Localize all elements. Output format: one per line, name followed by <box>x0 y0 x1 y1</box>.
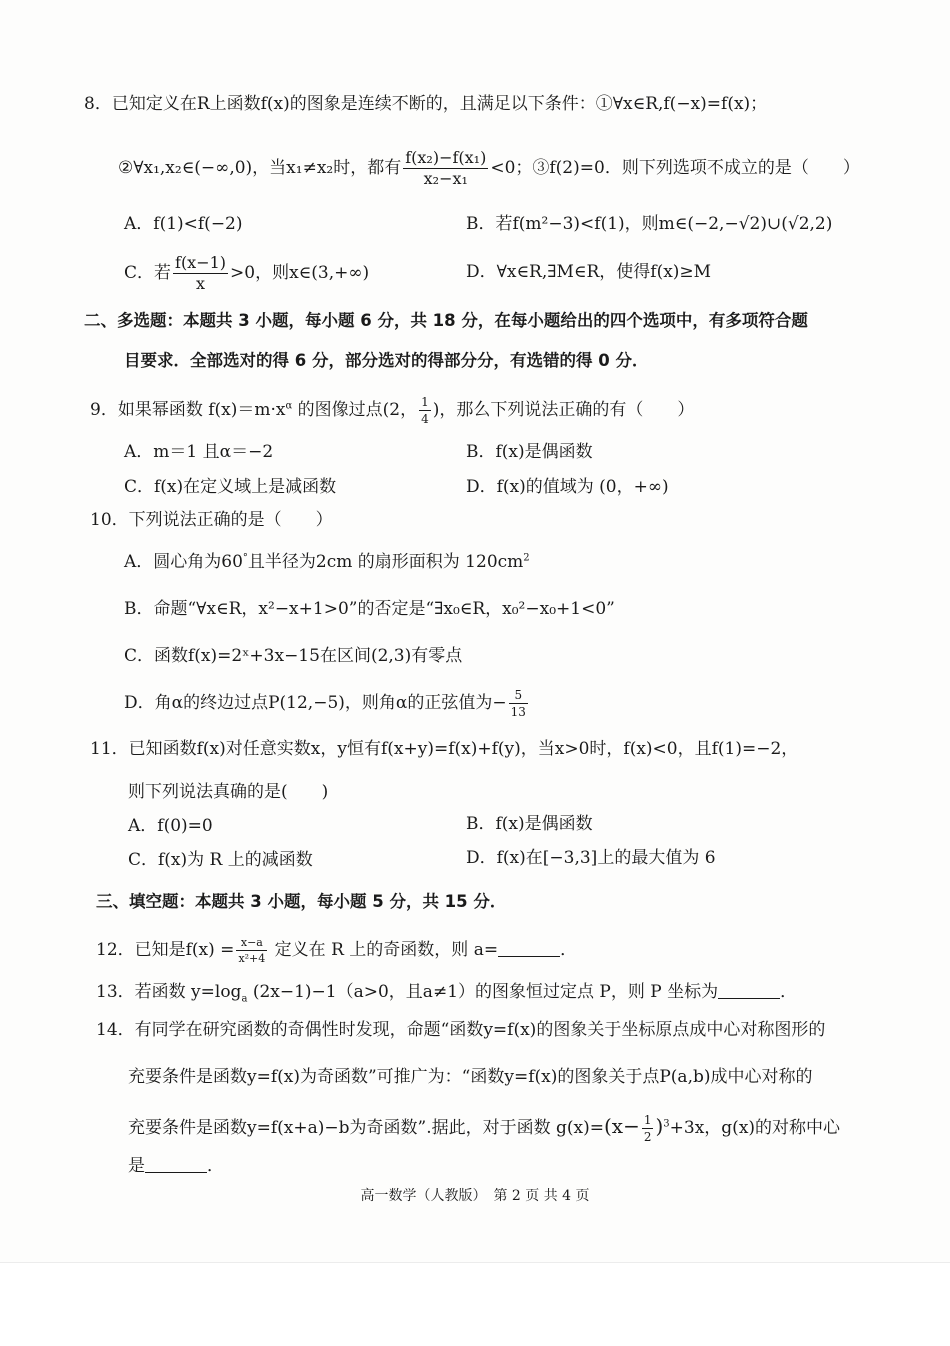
q10-option-d: D．角α的终边过点P(12,−5)，则角α的正弦值为− $\frac{5}{13}$ <box>124 688 526 719</box>
q10-option-b: B．命题“∀x∈R，x²−x+1>0”的否定是“∃x₀∈R，x₀²−x₀+1<0” <box>124 599 615 619</box>
q11-option-a: A．f(0)=0 <box>128 816 213 836</box>
q8-option-d: D．∀x∈R,∃M∈R，使得f(x)≥M <box>466 262 712 282</box>
q9-stem: 9．如果幂函数 $f(x)=m\cdot x^\alpha$ 的图像过点(2， $\frac{1}{4}$ )，那么下列说法正确的有（ ） <box>90 395 695 426</box>
q14-stem-line4: 是 ． <box>128 1156 224 1176</box>
q14-fraction: $\frac{1}{2}$ <box>643 1113 652 1144</box>
q12-fraction: $\frac{x-a}{\text{x²+4}}$ <box>238 936 266 965</box>
page-bottom-margin <box>0 1262 950 1346</box>
q11-stem-line2: 则下列说法真确的是( ) <box>128 782 329 802</box>
q10-option-c: C．函数f(x)=2ˣ+3x−15在区间(2,3)有零点 <box>124 646 463 666</box>
q11-option-d: D．f(x)在[−3,3]上的最大值为 6 <box>466 848 716 868</box>
q14-stem-line2: 充要条件是函数y=f(x)为奇函数”可推广为：“函数y=f(x)的图象关于点P(a,b)成中心对称的 <box>128 1067 813 1087</box>
q8-option-a: A．f(1)<f(−2) <box>124 214 243 234</box>
q9-option-a: A．m＝1 且α＝−2 <box>124 442 274 462</box>
q9-option-c: C．f(x)在定义域上是减函数 <box>124 477 337 497</box>
q8-option-c: C．若 $\frac{f(x-1)}{x}$ >0，则x∈(3,+∞) <box>124 253 370 293</box>
q8-option-c-fraction: $\frac{f(x-1)}{x}$ <box>175 253 227 293</box>
q10-option-a: A．圆心角为60°且半径为2cm 的扇形面积为 $120cm^2$ <box>124 552 530 572</box>
q8-fraction: $\frac{\text{f(x₂)−f(x₁)}}{\text{x₂−x₁}}$ <box>405 148 487 188</box>
section2-heading-line2: 目要求．全部选对的得 6 分，部分选对的得部分分，有选错的得 0 分． <box>124 351 649 370</box>
q9-option-d: D．f(x)的值域为 (0，+∞) <box>466 477 669 497</box>
q14-stem-line3: 充要条件是函数y=f(x+a)−b为奇函数”.据此，对于函数 g(x)=(x− $\frac{1}{2}$ )$^3$+3x，g(x)的对称中心 <box>128 1113 841 1144</box>
q10-option-d-fraction: $\frac{5}{13}$ <box>510 688 526 719</box>
q13-stem: 13．若函数 $y=\log_a$ (2x−1)−1（a>0，且a≠1）的图象恒过定点 P，则 P 坐标为 ． <box>96 982 798 1005</box>
q11-option-c: C．f(x)为 R 上的减函数 <box>128 850 313 870</box>
section3-heading: 三、填空题：本题共 3 小题，每小题 5 分，共 15 分． <box>96 892 507 911</box>
q8-option-b: B．若f(m²−3)<f(1)，则m∈(−2,−√2)∪(√2,2) <box>466 214 833 234</box>
q8-stem-line2: ②∀x₁,x₂∈(−∞,0)，当x₁≠x₂时，都有 $\frac{\text{f(x₂)−f(x₁)}}{\text{x₂−x₁}}$ <0；③f(2)=0．则下列选项不成立的是（ ） <box>118 148 860 188</box>
q12-answer-blank[interactable] <box>498 940 560 957</box>
q9-fraction: $\frac{1}{4}$ <box>421 395 429 426</box>
q10-stem: 10．下列说法正确的是（ ） <box>90 510 333 530</box>
q11-option-b: B．f(x)是偶函数 <box>466 814 593 834</box>
page-footer: 高一数学（人教版） 第 2 页 共 4 页 <box>360 1188 590 1204</box>
q8-stem-line1: 8．已知定义在R上函数f(x)的图象是连续不断的，且满足以下条件：①∀x∈R,f(−x)=f(x)； <box>84 94 768 114</box>
section2-heading-line1: 二、多选题：本题共 3 小题，每小题 6 分，共 18 分，在每小题给出的四个选项中，有多项符合题 <box>84 311 808 330</box>
q13-answer-blank[interactable] <box>718 982 780 999</box>
q11-stem-line1: 11．已知函数f(x)对任意实数x，y恒有f(x+y)=f(x)+f(y)，当x>0时，f(x)<0，且f(1)=−2， <box>90 739 799 759</box>
q12-stem: 12．已知是f(x) = $\frac{x-a}{\text{x²+4}}$ 定义在 R 上的奇函数，则 a= ． <box>96 936 578 965</box>
q9-option-b: B．f(x)是偶函数 <box>466 442 593 462</box>
q14-stem-line1: 14．有同学在研究函数的奇偶性时发现，命题“函数y=f(x)的图象关于坐标原点成中心对称图形的 <box>96 1020 826 1040</box>
q14-answer-blank[interactable] <box>145 1156 207 1173</box>
